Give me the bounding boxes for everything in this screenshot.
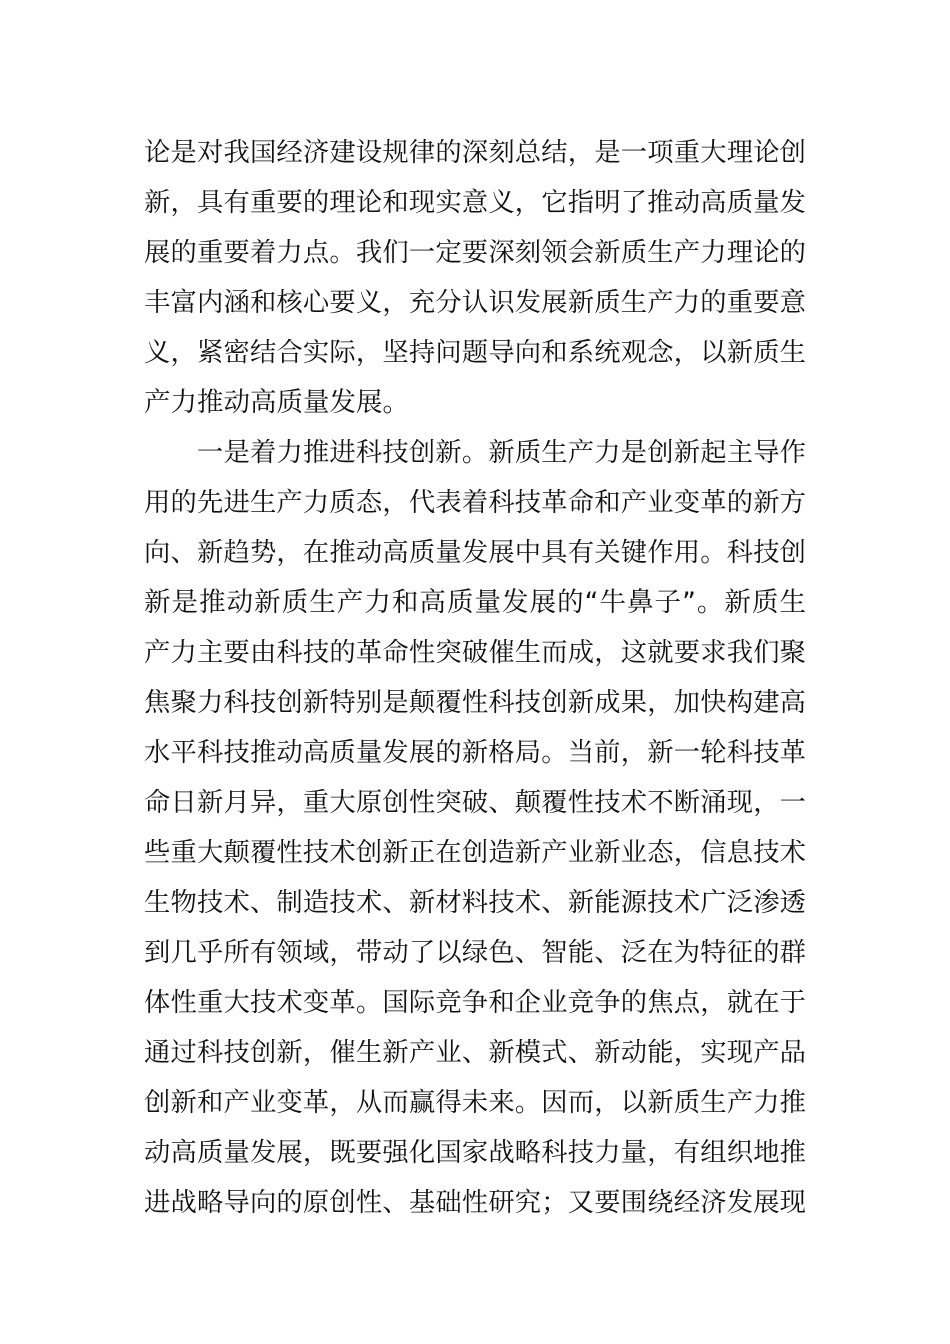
document-body [144, 128, 806, 1228]
text-line: 产力主要由科技的革命性突破催生而成，这就要求我们聚 [144, 638, 806, 668]
paragraph-1 [144, 128, 806, 428]
text-line: 焦聚力科技创新特别是颠覆性科技创新成果，加快构建高 [144, 688, 806, 718]
text-line: 进战略导向的原创性、基础性研究；又要围绕经济发展现 [144, 1188, 806, 1218]
text-line: 论是对我国经济建设规律的深刻总结，是一项重大理论创 [144, 138, 806, 168]
text-line: 新，具有重要的理论和现实意义，它指明了推动高质量发 [144, 188, 806, 218]
text-line: 创新和产业变革，从而赢得未来。因而，以新质生产力推 [144, 1088, 806, 1118]
text-line: 展的重要着力点。我们一定要深刻领会新质生产力理论的 [144, 238, 806, 268]
text-line: 命日新月异，重大原创性突破、颠覆性技术不断涌现，一 [144, 788, 806, 818]
paragraph-2 [144, 428, 806, 1228]
text-line: 水平科技推动高质量发展的新格局。当前，新一轮科技革 [144, 738, 806, 768]
text-line: 产力推动高质量发展。 [144, 387, 409, 418]
text-line: 向、新趋势，在推动高质量发展中具有关键作用。科技创 [144, 538, 806, 568]
text-line: 用的先进生产力质态，代表着科技革命和产业变革的新方 [144, 488, 806, 518]
text-line: 丰富内涵和核心要义，充分认识发展新质生产力的重要意 [144, 288, 806, 318]
text-line: 生物技术、制造技术、新材料技术、新能源技术广泛渗透 [144, 888, 806, 918]
text-line: 些重大颠覆性技术创新正在创造新产业新业态，信息技术 [144, 838, 806, 868]
text-line: 新是推动新质生产力和高质量发展的“牛鼻子”。新质生 [144, 587, 806, 618]
text-line: 到几乎所有领域，带动了以绿色、智能、泛在为特征的群 [144, 938, 806, 968]
text-line: 通过科技创新，催生新产业、新模式、新动能，实现产品 [144, 1038, 806, 1068]
text-line: 一是着力推进科技创新。新质生产力是创新起主导作 [197, 438, 806, 468]
text-line: 体性重大技术变革。国际竞争和企业竞争的焦点，就在于 [144, 988, 806, 1018]
text-line: 义，紧密结合实际，坚持问题导向和系统观念，以新质生 [144, 338, 806, 368]
text-line: 动高质量发展，既要强化国家战略科技力量，有组织地推 [144, 1138, 806, 1168]
